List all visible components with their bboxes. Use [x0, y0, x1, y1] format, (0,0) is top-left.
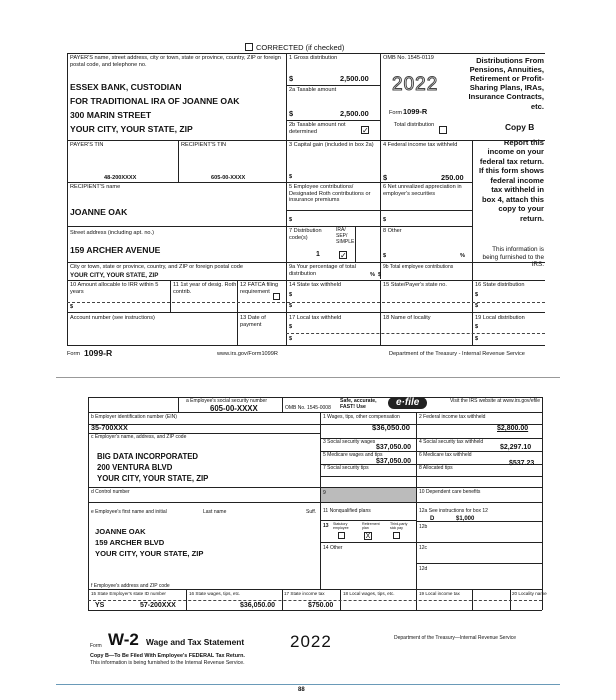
- box12a-value: $1,000: [456, 516, 475, 522]
- footer-url: www.irs.gov/Form1099R: [217, 351, 278, 357]
- box7-value: 1: [316, 251, 320, 258]
- w2-box12c-label: 12c: [419, 545, 428, 551]
- box10-label: 10 Amount allocable to IRR within 5 years: [70, 282, 159, 295]
- w2-omb: OMB No. 1545-0008: [285, 405, 331, 411]
- recipient-city: YOUR CITY, YOUR STATE, ZIP: [70, 272, 159, 279]
- w2-box5-value: $37,050.00: [376, 458, 412, 465]
- efile-logo: e·file: [388, 397, 427, 409]
- recipient-street: 159 ARCHER AVENUE: [70, 245, 161, 255]
- recipient-name-label: RECIPIENT'S name: [70, 184, 121, 190]
- retirement-checkbox[interactable]: X: [365, 533, 371, 540]
- payer-tin-label: PAYER'S TIN: [70, 142, 104, 148]
- third-party-checkbox[interactable]: [393, 532, 400, 539]
- payer-line-2: FOR TRADITIONAL IRA OF JOANNE OAK: [70, 96, 240, 106]
- box7-label: 7 Distribution code(s): [289, 228, 322, 241]
- box4-value: 250.00: [441, 173, 464, 182]
- employee-ssn: 605-00-XXXX: [210, 404, 258, 413]
- w2-box6-label: 6 Medicare tax withheld: [419, 452, 472, 458]
- form-title: Distributions From Pensions, Annuities, Retirement or Profit-Sharing Plans, IRAs, Insurance Contracts, etc.: [468, 56, 544, 111]
- w2-box16-label: 16 State wages, tips, etc.: [189, 591, 241, 596]
- tax-year: 2022: [392, 74, 439, 95]
- suffix-label: Suff.: [306, 509, 317, 515]
- w2-box4-value: $2,297.10: [500, 444, 532, 451]
- state-id: 57-200XXX: [140, 602, 176, 609]
- w2-box11-label: 11 Nonqualified plans: [323, 508, 371, 514]
- retirement-label: Retirement plan: [362, 522, 380, 531]
- box18-label: 18 Name of locality: [383, 315, 431, 321]
- w2-box2-value: $2,800.00: [497, 425, 529, 432]
- total-distribution-label: Total distribution: [393, 122, 435, 128]
- w2-box14-label: 14 Other: [323, 545, 343, 551]
- account-number-label: Account number (see instructions): [70, 315, 155, 321]
- employee-line-1: JOANNE OAK: [95, 527, 146, 536]
- w2-year: 2022: [290, 632, 332, 651]
- w2-box7-label: 7 Social security tips: [323, 465, 369, 471]
- w2-box19-label: 19 Local income tax: [419, 591, 460, 596]
- w2-box1-value: $36,050.00: [372, 423, 411, 432]
- w2-box6-value: $537.23: [509, 460, 535, 467]
- employer-name-label: c Employer's name, address, and ZIP code: [91, 434, 187, 440]
- employer-line-2: 200 VENTURA BLVD: [97, 463, 173, 472]
- w2-box12d-label: 12d: [419, 566, 428, 572]
- corrected-checkbox[interactable]: [245, 43, 253, 51]
- payer-line-3: 300 MARIN STREET: [70, 110, 152, 120]
- form-w2: a Employee's social security number 605-00-XXXX OMB No. 1545-0008 Safe, accurate, FAST! Use e·file Visit the IRS website at www.irs.gov/efile b Employer identification number (EIN) 35-700XXX c Employer's name, address, and ZIP code BIG DATA INCORPORATED 200 VENTURA BLVD YOUR CITY, YOUR STATE, ZIP 1 Wages, tips, other compensation $36,050.00 2 Federal income tax withheld $2,800.00 3 Social security wages $37,050.00 4 Social security tax withheld $2,297.10 5 Medicare wages and tips $37,050.00 6 Medicare tax withheld $537.23 7 Social security tips 8 Allocated tips d Control number 9 10 Dependent care benefits e Employee's first name and initial Last name Suff. 11 Nonqualified plans 12a See instructions for box 12 D $1,000 12b 12c 12d 13 Statutory employee Retirement plan Third-party sick pay X 14 Other JOANNE OAK 159 ARCHER BLVD YOUR CITY, YOUR STATE, ZIP f Employee's address and ZIP code 15 State Employer's state ID number 16 State wages, tips, etc. 17 State income tax 18 Local wages, tips, etc. 19 Local income tax 20 Locality name YS 57-200XXX $36,050.00 $750.00 Form W-2 Wage and Tax Statement 2022 Department of the Treasury—Internal Revenue Service Copy B—To Be Filed With Employee's FEDERAL Tax Return. This information is being furnished to the Internal Revenue Service.: [90, 397, 547, 666]
- corrected-label: CORRECTED (if checked): [256, 43, 345, 52]
- w2-box12b-label: 12b: [419, 524, 428, 530]
- box12-label: 12 FATCA filing requirement: [240, 282, 279, 295]
- report-instructions: Report this income on your federal tax return. If this form shows federal income tax withheld in box 4, attach this copy to your return.: [479, 138, 544, 223]
- w2-box3-label: 3 Social security wages: [323, 439, 376, 445]
- state-code: YS: [95, 602, 105, 609]
- footer-department: Department of the Treasury - Internal Revenue Service: [389, 351, 525, 357]
- w2-box18-label: 18 Local wages, tips, etc.: [343, 591, 395, 596]
- safe-accurate: Safe, accurate, FAST! Use: [340, 398, 377, 411]
- ssn-label: a Employee's social security number: [186, 398, 267, 404]
- omb-number: OMB No. 1545-0119: [383, 55, 434, 61]
- recipient-name: JOANNE OAK: [70, 207, 128, 217]
- w2-box13-label: 13: [323, 523, 329, 529]
- ein-label: b Employer identification number (EIN): [91, 414, 177, 420]
- box12a-code: D: [430, 516, 435, 522]
- payer-line-1: ESSEX BANK, CUSTODIAN: [70, 82, 182, 92]
- w2-title: Wage and Tax Statement: [146, 637, 245, 647]
- w2-form-name: W-2: [108, 630, 139, 649]
- box1-value: 2,500.00: [340, 74, 369, 83]
- total-distribution-checkbox[interactable]: [439, 126, 447, 134]
- employee-line-2: 159 ARCHER BLVD: [95, 538, 165, 547]
- state-wages: $36,050.00: [240, 602, 276, 609]
- w2-box4-label: 4 Social security tax withheld: [419, 439, 484, 445]
- w2-box8-label: 8 Allocated tips: [419, 465, 453, 471]
- statutory-checkbox[interactable]: [338, 532, 345, 539]
- payer-line-4: YOUR CITY, YOUR STATE, ZIP: [70, 124, 193, 134]
- w2-box17-label: 17 State income tax: [284, 591, 325, 596]
- box17-label: 17 Local tax withheld: [289, 315, 342, 321]
- box9a-label: 9a Your percentage of total distribution: [289, 264, 356, 277]
- box16-label: 16 State distribution: [475, 282, 525, 288]
- city-label: City or town, state or province, country, and ZIP or foreign postal code: [70, 264, 243, 270]
- w2-copy-b: Copy B—To Be Filed With Employee's FEDERAL Tax Return.: [90, 653, 245, 659]
- form-1099r: CORRECTED (if checked) PAYER'S name, street address, city or town, state or province, country, ZIP or foreign postal code, and telephone no. ESSEX BANK, CUSTODIAN FOR TRADITIONAL IRA OF JOANNE OAK 300 MARIN STREET YOUR CITY, YOUR STATE, ZIP 1 Gross distribution $ 2,500.00 2a Taxable amount $ 2,500.00 2b Taxable amount not determined ✓ OMB No. 1545-0119 2022 Form 1099-R Total distribution Distributions From Pensions, Annuities, Retirement or Profit-Sharing Plans, IRAs, Insurance Contracts, etc. Copy B PAYER'S TIN RECIPIENT'S TIN 48-200XXXX 605-00-XXXX 3 Capital gain (included in box 2a) $ 4 Federal income tax withheld $ 250.00 Report this income on your federal tax return. If this form shows federal income tax withheld in box 4, attach this copy to your return. RECIPIENT'S name JOANNE OAK 5 Employee contributions/ Designated Roth contributions or insurance premiums $ 6 Net unrealized appreciation in employer's securities $ Street address (including apt. no.) 159 ARCHER AVENUE 7 Distribution code(s) 1 IRA/ SEP/ SIMPLE ✓ 8 Other $ % This information is being furnished to the IRS. City or town, state or province, country, and ZIP or foreign postal code YOUR CITY, YOUR STATE, ZIP 9a Your percentage of total distribution % 9b Total employee contributions $ 10 Amount allocable to IRR within 5 years 11 1st year of desig. Roth contrib. 12 FATCA filing requirement $ 14 State tax withheld $ $ 15 State/Payer's state no. 16 State distribution $ $ Account number (see instructions) 13 Date of payment 17 Local tax withheld $ $ 18 Name of locality 19 Local distribution $ $ Form 1099-R www.irs.gov/Form1099R Department of the Treasury - Internal Revenue Service: [67, 43, 544, 358]
- recipient-tin: 605-00-XXXX: [211, 175, 246, 181]
- w2-box20-label: 20 Locality name: [512, 591, 547, 596]
- copy-b: Copy B: [505, 122, 535, 132]
- w2-box10-label: 10 Dependent care benefits: [419, 489, 481, 495]
- ira-sep-simple-checkbox[interactable]: ✓: [340, 251, 347, 260]
- payer-tin: 48-200XXXX: [104, 175, 137, 181]
- employee-name-label: e Employee's first name and initial: [91, 509, 167, 515]
- street-label: Street address (including apt. no.): [70, 230, 154, 236]
- statutory-label: Statutory employee: [333, 522, 349, 531]
- recipient-tin-label: RECIPIENT'S TIN: [181, 142, 227, 148]
- third-party-label: Third-party sick pay: [390, 522, 408, 531]
- state-income-tax: $750.00: [308, 602, 334, 609]
- page-number: 88: [298, 687, 305, 693]
- box1-label: 1 Gross distribution: [289, 55, 338, 61]
- box11-label: 11 1st year of desig. Roth contrib.: [173, 282, 237, 295]
- w2-box9-label: 9: [323, 490, 326, 496]
- box2a-value: 2,500.00: [340, 109, 369, 118]
- box15-label: 15 State/Payer's state no.: [383, 282, 447, 288]
- w2-box5-label: 5 Medicare wages and tips: [323, 452, 383, 458]
- payer-label: PAYER'S name, street address, city or town, state or province, country, ZIP or foreign postal code, and telephone no.: [70, 55, 281, 68]
- w2-box1-label: 1 Wages, tips, other compensation: [323, 414, 400, 420]
- w2-furnished: This information is being furnished to the Internal Revenue Service.: [90, 660, 245, 666]
- w2-box12a-label: 12a See instructions for box 12: [419, 508, 488, 514]
- box5-label: 5 Employee contributions/ Designated Roth contributions or insurance premiums: [289, 184, 371, 204]
- control-number-label: d Control number: [91, 489, 130, 495]
- box19-label: 19 Local distribution: [475, 315, 525, 321]
- box2a-label: 2a Taxable amount: [289, 87, 337, 93]
- fatca-checkbox[interactable]: [273, 293, 280, 300]
- irs-visit: Visit the IRS website at www.irs.gov/efile: [450, 398, 540, 404]
- box9b-label: 9b Total employee contributions: [383, 264, 454, 270]
- box14-label: 14 State tax withheld: [289, 282, 341, 288]
- w2-department: Department of the Treasury—Internal Revenue Service: [394, 635, 517, 641]
- info-furnished: This information is being furnished to the IRS.: [482, 246, 544, 269]
- employer-ein: 35-700XXX: [91, 423, 128, 432]
- box13-label: 13 Date of payment: [240, 315, 266, 328]
- box8-label: 8 Other: [383, 228, 402, 234]
- last-name-label: Last name: [203, 509, 227, 515]
- box2b-label: 2b Taxable amount not determined: [289, 122, 346, 135]
- employer-line-1: BIG DATA INCORPORATED: [97, 452, 199, 461]
- box2b-checkbox[interactable]: ✓: [362, 126, 369, 135]
- box4-label: 4 Federal income tax withheld: [383, 142, 458, 148]
- box6-label: 6 Net unrealized appreciation in employer's securities: [383, 184, 462, 197]
- box3-label: 3 Capital gain (included in box 2a): [289, 142, 374, 148]
- w2-box2-label: 2 Federal income tax withheld: [419, 414, 486, 420]
- w2-box15-label: 15 State Employer's state ID number: [91, 591, 166, 596]
- w2-box3-value: $37,050.00: [376, 444, 412, 451]
- employee-line-3: YOUR CITY, YOUR STATE, ZIP: [95, 549, 204, 558]
- footer-form-name: 1099-R: [84, 348, 113, 358]
- ira-sep-simple-label: IRA/ SEP/ SIMPLE: [336, 227, 355, 245]
- form-name: 1099-R: [403, 107, 428, 116]
- employer-line-3: YOUR CITY, YOUR STATE, ZIP: [97, 474, 209, 483]
- employee-address-label: f Employee's address and ZIP code: [91, 583, 170, 589]
